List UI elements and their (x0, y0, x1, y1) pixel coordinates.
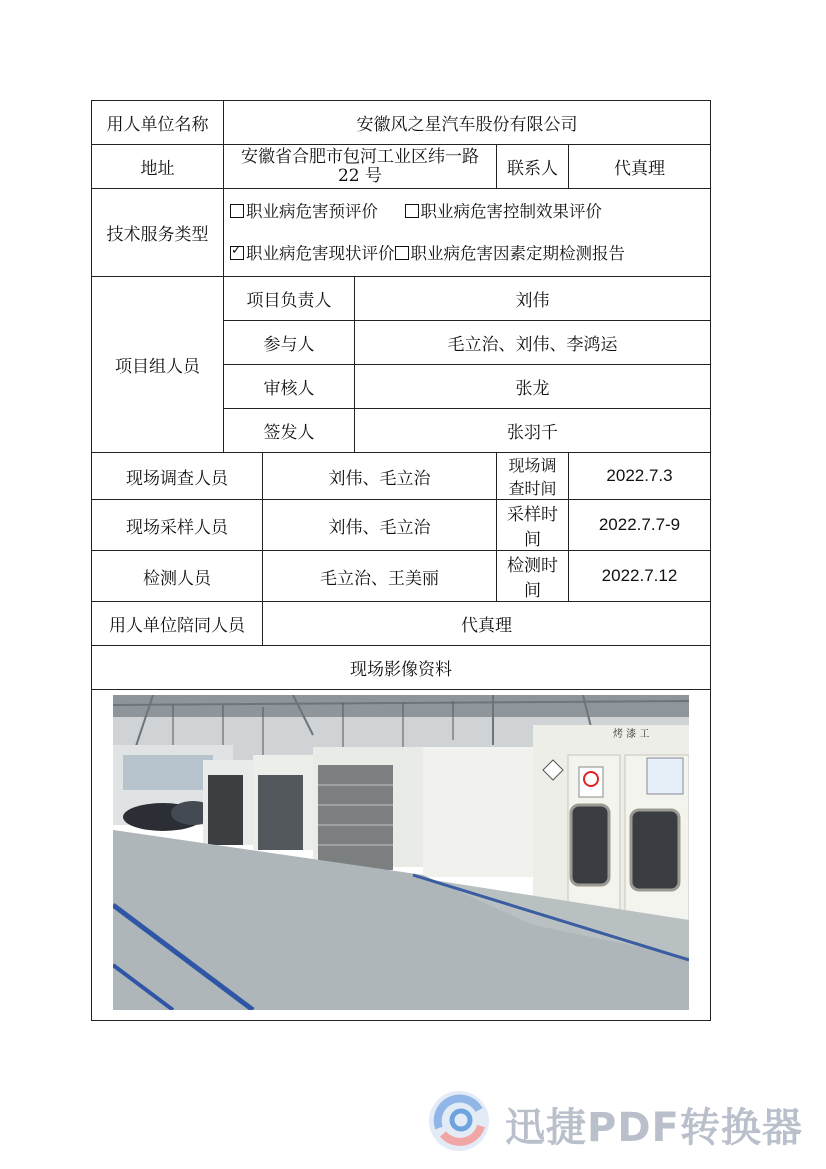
team-role: 参与人 (224, 321, 355, 365)
test-staff-value: 毛立治、王美丽 (263, 551, 497, 602)
sampling-staff-label: 现场采样人员 (92, 500, 263, 551)
row-service-type (92, 189, 711, 277)
row-photo (92, 690, 711, 1021)
service-type-label: 技术服务类型 (92, 189, 224, 277)
team-role: 审核人 (224, 365, 355, 409)
contact-value: 代真理 (569, 145, 711, 189)
team-role: 项目负责人 (224, 277, 355, 321)
team-member: 张羽千 (355, 409, 711, 453)
service-option-label: 职业病危害现状评价 (246, 243, 395, 263)
team-role: 签发人 (224, 409, 355, 453)
sampling-time-value: 2022.7.7-9 (569, 500, 711, 551)
sampling-time-label: 采样时间 (497, 500, 569, 551)
service-option-label: 职业病危害预评价 (246, 201, 378, 221)
row-survey (92, 453, 711, 500)
watermark-logo-icon (425, 1088, 495, 1154)
info-form-table (91, 100, 711, 1021)
survey-staff-label: 现场调查人员 (92, 453, 263, 500)
team-label: 项目组人员 (92, 277, 224, 453)
booth-sign: 烤 漆 工 (613, 729, 650, 740)
checkbox-pre-evaluation[interactable] (230, 204, 244, 218)
address-value (224, 145, 497, 189)
address-line-2: 22 号 (337, 165, 383, 186)
checkbox-control-effect[interactable] (405, 204, 419, 218)
contact-label: 联系人 (497, 145, 569, 189)
team-member: 张龙 (355, 365, 711, 409)
escort-label: 用人单位陪同人员 (92, 602, 263, 646)
address-label: 地址 (92, 145, 224, 189)
row-photo-header (92, 646, 711, 690)
row-address (92, 145, 711, 189)
service-option-label: 职业病危害因素定期检测报告 (410, 243, 625, 263)
test-time-value: 2022.7.12 (569, 551, 711, 602)
service-option-label: 职业病危害控制效果评价 (420, 201, 602, 221)
service-type-options (224, 189, 711, 277)
test-time-label: 检测时间 (497, 551, 569, 602)
service-line-2 (224, 233, 710, 275)
photo-cell (92, 690, 711, 1021)
employer-value: 安徽风之星汽车股份有限公司 (224, 101, 711, 145)
checkbox-periodic-detection[interactable] (395, 246, 409, 260)
team-member: 毛立治、刘伟、李鸿运 (355, 321, 711, 365)
watermark (425, 1088, 815, 1154)
row-escort (92, 602, 711, 646)
survey-time-label: 现场调查时间 (497, 453, 569, 500)
address-line-1: 安徽省合肥市包河工业区纬一路 (241, 146, 479, 167)
photo-section-title: 现场影像资料 (92, 646, 711, 690)
test-staff-label: 检测人员 (92, 551, 263, 602)
site-photo (113, 695, 689, 1010)
escort-value: 代真理 (263, 602, 711, 646)
service-line-1 (224, 191, 710, 233)
row-sampling (92, 500, 711, 551)
row-testing (92, 551, 711, 602)
survey-staff-value: 刘伟、毛立治 (263, 453, 497, 500)
row-team-leader (92, 277, 711, 321)
survey-time-value: 2022.7.3 (569, 453, 711, 500)
team-member: 刘伟 (355, 277, 711, 321)
row-employer (92, 101, 711, 145)
sampling-staff-value: 刘伟、毛立治 (263, 500, 497, 551)
checkbox-status-evaluation[interactable] (230, 246, 244, 260)
watermark-text: 迅捷PDF转换器 (505, 1105, 803, 1151)
employer-label: 用人单位名称 (92, 101, 224, 145)
